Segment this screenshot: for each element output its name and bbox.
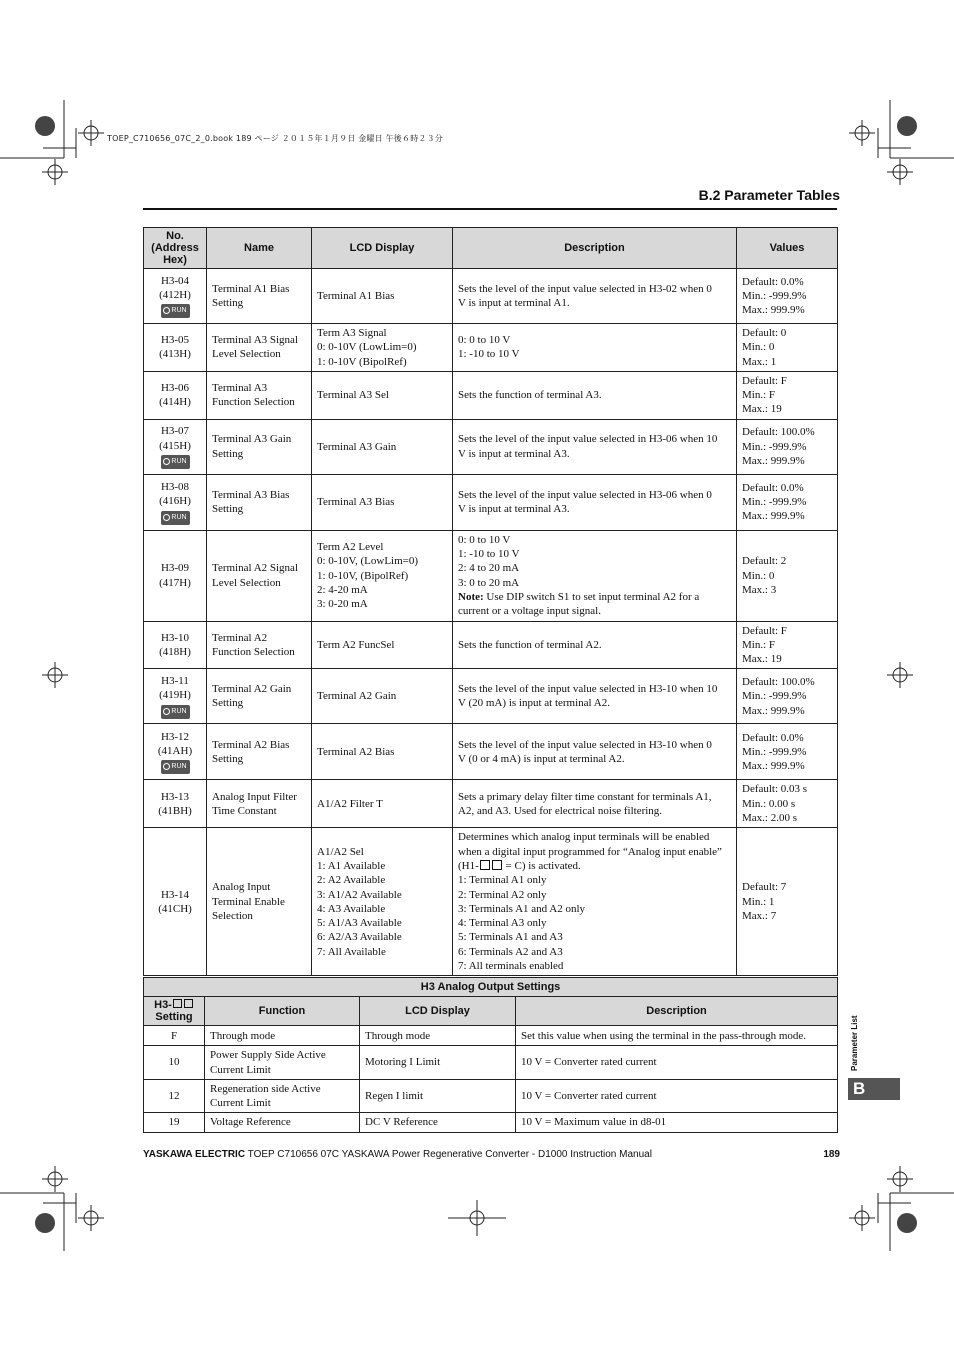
description-intro-end: = C) is activated. <box>502 859 581 872</box>
param-name-cell <box>207 269 312 324</box>
header-setting-label: Setting <box>155 1011 193 1024</box>
table-row <box>144 269 838 324</box>
cell-line: Default: 100.0% <box>742 426 815 439</box>
param-address: (416H) <box>159 495 191 508</box>
cell-line: Min.: 0 <box>742 341 775 354</box>
header-setting <box>144 997 205 1026</box>
param-address: (41CH) <box>158 902 192 915</box>
param-lcd-cell <box>312 269 453 324</box>
param-values-cell <box>737 621 838 669</box>
table-row <box>144 530 838 621</box>
cell-line: Min.: -999.9% <box>742 496 807 509</box>
cell-line: Default: F <box>742 374 787 387</box>
param-values-cell <box>737 371 838 419</box>
param-values-cell <box>737 474 838 530</box>
param-address: (417H) <box>159 576 191 589</box>
cell-line: Sets the level of the input value selected in H3-10 when 10 <box>458 683 718 696</box>
cell-line: Terminal A2 <box>212 631 268 644</box>
param-number-cell <box>144 419 207 474</box>
cell-line: V is input at terminal A1. <box>458 297 570 309</box>
param-number: H3-04 <box>160 274 190 287</box>
param-number: H3-14 <box>160 888 190 901</box>
output-lcd-cell: Regen I limit <box>360 1079 516 1113</box>
param-description-cell <box>453 530 737 621</box>
param-number: H3-11 <box>161 675 189 688</box>
cell-line: Terminal A1 Bias <box>212 282 290 295</box>
param-values-cell <box>737 419 838 474</box>
param-name-cell <box>207 324 312 372</box>
cell-line: Current Limit <box>210 1063 271 1076</box>
cell-line: Voltage Reference <box>210 1116 291 1129</box>
cell-line: 1: -10 to 10 V <box>458 348 520 361</box>
param-number: H3-06 <box>160 382 190 395</box>
cell-line: Setting <box>212 447 244 460</box>
cell-line: Term A2 Level <box>317 540 384 553</box>
cell-line: Power Supply Side Active <box>210 1049 326 1062</box>
cell-line: Terminal A3 Gain <box>317 440 397 453</box>
cell-line: 0: 0 to 10 V <box>458 533 511 546</box>
cell-line: Max.: 2.00 s <box>742 812 797 825</box>
cell-line: Min.: -999.9% <box>742 745 807 758</box>
cell-line: Regeneration side Active <box>210 1082 321 1095</box>
header-function: Function <box>205 997 360 1026</box>
cell-line: 1: 0-10V, (BipolRef) <box>317 569 409 582</box>
cell-line: Terminal A2 Gain <box>317 690 397 703</box>
cell-line: Terminal A3 Gain <box>212 433 292 446</box>
cell-line: Default: 0.0% <box>742 275 804 288</box>
cell-line: Sets the level of the input value selected in H3-06 when 10 <box>458 433 718 446</box>
table-row <box>144 780 838 828</box>
cell-line: Min.: -999.9% <box>742 289 807 302</box>
param-address: (414H) <box>159 396 191 409</box>
param-name-cell <box>207 371 312 419</box>
cell-line: Max.: 1 <box>742 355 777 368</box>
placeholder-box-icon <box>492 860 502 870</box>
appendix-letter-tab: B <box>848 1078 900 1100</box>
cell-line: Analog Input Filter <box>212 790 297 803</box>
run-dot-icon <box>163 514 170 521</box>
param-name-cell <box>207 724 312 780</box>
page-number: 189 <box>823 1149 840 1160</box>
cell-line: Default: 100.0% <box>742 676 815 688</box>
param-description-cell <box>453 474 737 530</box>
table-row <box>144 419 838 474</box>
header-name: Name <box>207 228 312 269</box>
cell-line: Function Selection <box>212 646 295 658</box>
cell-line: Max.: 19 <box>742 653 782 666</box>
cell-line: Level Selection <box>212 348 281 361</box>
cell-line: Term A3 Signal <box>317 327 387 339</box>
cell-line: Max.: 999.9% <box>742 760 805 773</box>
param-name-cell <box>207 474 312 530</box>
param-description-cell <box>453 324 737 372</box>
note-text: Use DIP switch S1 to set input terminal A2 for a current or a voltage input signal. <box>458 590 700 618</box>
param-description-cell <box>453 269 737 324</box>
cell-line: V is input at terminal A3. <box>458 503 570 516</box>
header-values: Values <box>737 228 838 269</box>
param-number: H3-10 <box>160 631 190 644</box>
header-no <box>144 228 207 269</box>
table-header-row <box>144 228 838 269</box>
cell-line: Min.: 1 <box>742 895 775 908</box>
header-setting-prefix: H3- <box>154 999 172 1012</box>
cell-line: Terminal A3 Bias <box>317 496 395 509</box>
param-number-cell <box>144 269 207 324</box>
param-number-cell <box>144 724 207 780</box>
side-tab-text: Parameter List <box>850 1015 859 1071</box>
table-row <box>144 1079 838 1113</box>
param-values-cell <box>737 530 838 621</box>
param-name-cell <box>207 669 312 724</box>
param-number-cell <box>144 669 207 724</box>
cell-line: 4: A3 Available <box>317 902 386 915</box>
cell-line: Terminal Enable <box>212 895 285 908</box>
table-row <box>144 828 838 976</box>
cell-line: 2: 4 to 20 mA <box>458 562 520 575</box>
cell-line: Terminal A2 Bias <box>317 745 395 758</box>
param-name-cell <box>207 621 312 669</box>
output-setting-cell: 10 <box>144 1046 205 1080</box>
note-label: Note: <box>458 590 484 603</box>
cell-line: Terminal A2 Gain <box>212 683 292 696</box>
param-values-cell <box>737 724 838 780</box>
run-icon-label: RUN <box>171 707 187 715</box>
param-values-cell <box>737 324 838 372</box>
output-description-cell: Set this value when using the terminal in the pass-through mode. <box>516 1026 838 1046</box>
cell-line: A2, and A3. Used for electrical noise filtering. <box>458 804 663 817</box>
placeholder-box-icon <box>184 999 193 1008</box>
cell-line: Setting <box>212 752 244 765</box>
param-number: H3-12 <box>160 730 190 743</box>
param-description-cell <box>453 419 737 474</box>
cell-line: Default: 0 <box>742 327 787 339</box>
table-row <box>144 371 838 419</box>
cell-line: Sets the function of terminal A3. <box>458 389 602 402</box>
description-intro: Determines which analog input terminals will be enabled when a digital input programmed for “Analog input enable” (H1- <box>458 831 722 872</box>
output-setting-cell: 19 <box>144 1113 205 1132</box>
param-lcd-cell <box>312 419 453 474</box>
cell-line: V (0 or 4 mA) is input at terminal A2. <box>458 752 625 765</box>
output-setting-cell: 12 <box>144 1079 205 1113</box>
footer-brand: YASKAWA ELECTRIC <box>143 1149 246 1160</box>
param-address: (41BH) <box>158 804 192 817</box>
header-output-description: Description <box>516 997 838 1026</box>
cell-line: Max.: 3 <box>742 583 777 596</box>
cell-line: 1: 0-10V (BipolRef) <box>317 355 407 368</box>
cell-line: Setting <box>212 503 244 516</box>
param-values-cell <box>737 780 838 828</box>
cell-line: Default: 0.0% <box>742 731 804 744</box>
param-number: H3-07 <box>160 425 190 438</box>
parameter-table <box>143 227 838 976</box>
cell-line: Selection <box>212 909 253 922</box>
table-row <box>144 324 838 372</box>
header-output-lcd: LCD Display <box>360 997 516 1026</box>
param-number-cell <box>144 474 207 530</box>
cell-line: Default: 0.03 s <box>742 783 808 796</box>
run-icon-label: RUN <box>171 458 187 466</box>
analog-output-table <box>143 977 838 1133</box>
param-name-cell <box>207 780 312 828</box>
cell-line: Sets the level of the input value selected in H3-06 when 0 <box>458 488 712 501</box>
placeholder-box-icon <box>480 860 490 870</box>
param-lcd-cell <box>312 474 453 530</box>
cell-line: 0: 0-10V (LowLim=0) <box>317 341 417 354</box>
param-lcd-cell <box>312 371 453 419</box>
cell-line: Max.: 999.9% <box>742 510 805 523</box>
header-no-line3: Hex) <box>163 254 187 266</box>
run-icon <box>161 455 190 469</box>
param-number-cell <box>144 621 207 669</box>
header-description: Description <box>453 228 737 269</box>
run-dot-icon <box>163 763 170 770</box>
table-row <box>144 621 838 669</box>
cell-line: 3: 0 to 20 mA <box>458 576 520 589</box>
param-lcd-cell <box>312 828 453 976</box>
param-name-cell <box>207 530 312 621</box>
header-no-line1: No. <box>166 230 184 242</box>
cell-line: Max.: 7 <box>742 909 777 922</box>
run-icon <box>161 705 190 719</box>
cell-line: Sets the function of terminal A2. <box>458 638 602 651</box>
param-number: H3-09 <box>160 562 190 575</box>
table-row <box>144 669 838 724</box>
cell-line: V (20 mA) is input at terminal A2. <box>458 697 610 710</box>
output-description-cell: 10 V = Converter rated current <box>516 1079 838 1113</box>
footer-manual-title: TOEP C710656 07C YASKAWA Power Regenerative Converter - D1000 Instruction Manual <box>245 1149 652 1160</box>
cell-line: 1: Terminal A1 only <box>458 874 547 887</box>
cell-line: Analog Input <box>212 881 271 894</box>
param-number: H3-13 <box>160 790 190 803</box>
param-description-cell <box>453 724 737 780</box>
cell-line: A1/A2 Sel <box>317 845 364 858</box>
cell-line: Terminal A3 <box>212 382 268 395</box>
param-number: H3-08 <box>160 480 190 493</box>
param-number-cell <box>144 324 207 372</box>
cell-line: Through mode <box>210 1029 276 1042</box>
cell-line: Terminal A2 Signal <box>212 562 298 575</box>
output-function-cell <box>205 1079 360 1113</box>
param-description-cell <box>453 371 737 419</box>
run-icon-label: RUN <box>171 763 187 771</box>
cell-line: 3: A1/A2 Available <box>317 888 402 901</box>
table-row <box>144 724 838 780</box>
table-row <box>144 474 838 530</box>
header-rule <box>143 208 837 210</box>
param-description-cell <box>453 780 737 828</box>
header-no-line2: (Address <box>151 242 199 254</box>
cell-line: Default: 2 <box>742 555 787 568</box>
cell-line: Term A2 FuncSel <box>317 638 395 651</box>
cell-line: Min.: 0.00 s <box>742 797 796 810</box>
run-icon <box>161 511 190 525</box>
cell-line: Terminal A2 Bias <box>212 738 290 751</box>
param-name-cell <box>207 419 312 474</box>
output-lcd-cell: DC V Reference <box>360 1113 516 1132</box>
param-lcd-cell <box>312 669 453 724</box>
output-lcd-cell: Motoring I Limit <box>360 1046 516 1080</box>
cell-line: 7: All terminals enabled <box>458 960 564 973</box>
cell-line: Min.: -999.9% <box>742 440 807 453</box>
cell-line: 1: A1 Available <box>317 859 386 872</box>
cell-line: 5: A1/A3 Available <box>317 917 402 930</box>
param-lcd-cell <box>312 724 453 780</box>
param-address: (41AH) <box>157 744 193 757</box>
param-lcd-cell <box>312 324 453 372</box>
param-name-cell <box>207 828 312 976</box>
cell-line: Min.: 0 <box>742 569 775 582</box>
cell-line: 0: 0 to 10 V <box>458 334 511 347</box>
output-table-caption: H3 Analog Output Settings <box>144 978 838 997</box>
output-function-cell <box>205 1026 360 1046</box>
output-table-header-row <box>144 997 838 1026</box>
param-number: H3-05 <box>160 334 190 347</box>
cell-line: Terminal A3 Sel <box>317 389 389 402</box>
cell-line: Sets the level of the input value selected in H3-10 when 0 <box>458 738 712 751</box>
param-lcd-cell <box>312 530 453 621</box>
cell-line: Setting <box>212 297 244 309</box>
cell-line: 3: Terminals A1 and A2 only <box>458 902 586 915</box>
cell-line: 2: 4-20 mA <box>317 583 368 596</box>
cell-line: Max.: 999.9% <box>742 304 805 317</box>
param-description-cell <box>453 828 737 976</box>
param-lcd-cell <box>312 621 453 669</box>
cell-line: Default: 7 <box>742 881 787 894</box>
param-address: (415H) <box>159 439 191 452</box>
param-description-cell <box>453 669 737 724</box>
run-dot-icon <box>163 307 170 314</box>
cell-line: Function Selection <box>212 396 295 409</box>
section-title: B.2 Parameter Tables <box>698 187 840 203</box>
cell-line: 4: Terminal A3 only <box>458 917 547 930</box>
param-address: (412H) <box>159 289 191 301</box>
table-row <box>144 1026 838 1046</box>
cell-line: 3: 0-20 mA <box>317 598 368 611</box>
param-address: (418H) <box>159 646 191 658</box>
cell-line: 6: Terminals A2 and A3 <box>458 945 563 958</box>
cell-line: 2: Terminal A2 only <box>458 888 547 901</box>
cell-line: 0: 0-10V, (LowLim=0) <box>317 555 419 568</box>
output-function-cell <box>205 1113 360 1132</box>
cell-line: Sets a primary delay filter time constant for terminals A1, <box>458 790 712 803</box>
param-values-cell <box>737 828 838 976</box>
cell-line: Max.: 999.9% <box>742 454 805 467</box>
param-address: (413H) <box>159 348 191 361</box>
cell-line: 5: Terminals A1 and A3 <box>458 931 563 944</box>
cell-line: 6: A2/A3 Available <box>317 931 402 944</box>
cell-line: Terminal A3 Bias <box>212 488 290 501</box>
run-icon-label: RUN <box>171 513 187 521</box>
run-icon <box>161 760 190 774</box>
cell-line: Level Selection <box>212 576 281 589</box>
page-footer <box>143 1149 840 1160</box>
param-number-cell <box>144 780 207 828</box>
param-number-cell <box>144 371 207 419</box>
cell-line: Terminal A3 Signal <box>212 334 298 347</box>
table-row <box>144 1113 838 1132</box>
output-lcd-cell: Through mode <box>360 1026 516 1046</box>
cell-line: Time Constant <box>212 804 277 817</box>
cell-line: 1: -10 to 10 V <box>458 548 520 561</box>
output-setting-cell: F <box>144 1026 205 1046</box>
run-dot-icon <box>163 458 170 465</box>
header-lcd-display: LCD Display <box>312 228 453 269</box>
cell-line: Terminal A1 Bias <box>317 289 395 302</box>
cell-line: Min.: -999.9% <box>742 690 807 703</box>
cell-line: 7: All Available <box>317 945 386 958</box>
side-tab-label <box>848 1001 864 1075</box>
param-number-cell <box>144 530 207 621</box>
cell-line: Default: F <box>742 624 787 637</box>
cell-line: 2: A2 Available <box>317 874 386 887</box>
cell-line: Current Limit <box>210 1097 271 1110</box>
cell-line: Max.: 19 <box>742 403 782 416</box>
cell-line: Sets the level of the input value selected in H3-02 when 0 <box>458 282 712 295</box>
cell-line: Max.: 999.9% <box>742 704 805 717</box>
placeholder-box-icon <box>173 999 182 1008</box>
param-number-cell <box>144 828 207 976</box>
book-meta-line: TOEP_C710656_07C_2_0.book 189 ページ ２０１５年１月９日 金曜日 午後６時２３分 <box>107 134 443 143</box>
cell-line: Setting <box>212 697 244 710</box>
output-function-cell <box>205 1046 360 1080</box>
param-description-cell <box>453 621 737 669</box>
output-description-cell: 10 V = Converter rated current <box>516 1046 838 1080</box>
cell-line: Min.: F <box>742 389 776 402</box>
output-description-cell: 10 V = Maximum value in d8-01 <box>516 1113 838 1132</box>
run-icon-label: RUN <box>171 307 187 315</box>
table-row <box>144 1046 838 1080</box>
cell-line: V is input at terminal A3. <box>458 447 570 460</box>
param-values-cell <box>737 269 838 324</box>
param-values-cell <box>737 669 838 724</box>
param-lcd-cell <box>312 780 453 828</box>
cell-line: A1/A2 Filter T <box>317 797 383 810</box>
param-address: (419H) <box>159 689 191 702</box>
cell-line: Min.: F <box>742 638 776 651</box>
run-icon <box>161 304 190 318</box>
cell-line: Default: 0.0% <box>742 481 804 494</box>
run-dot-icon <box>163 708 170 715</box>
